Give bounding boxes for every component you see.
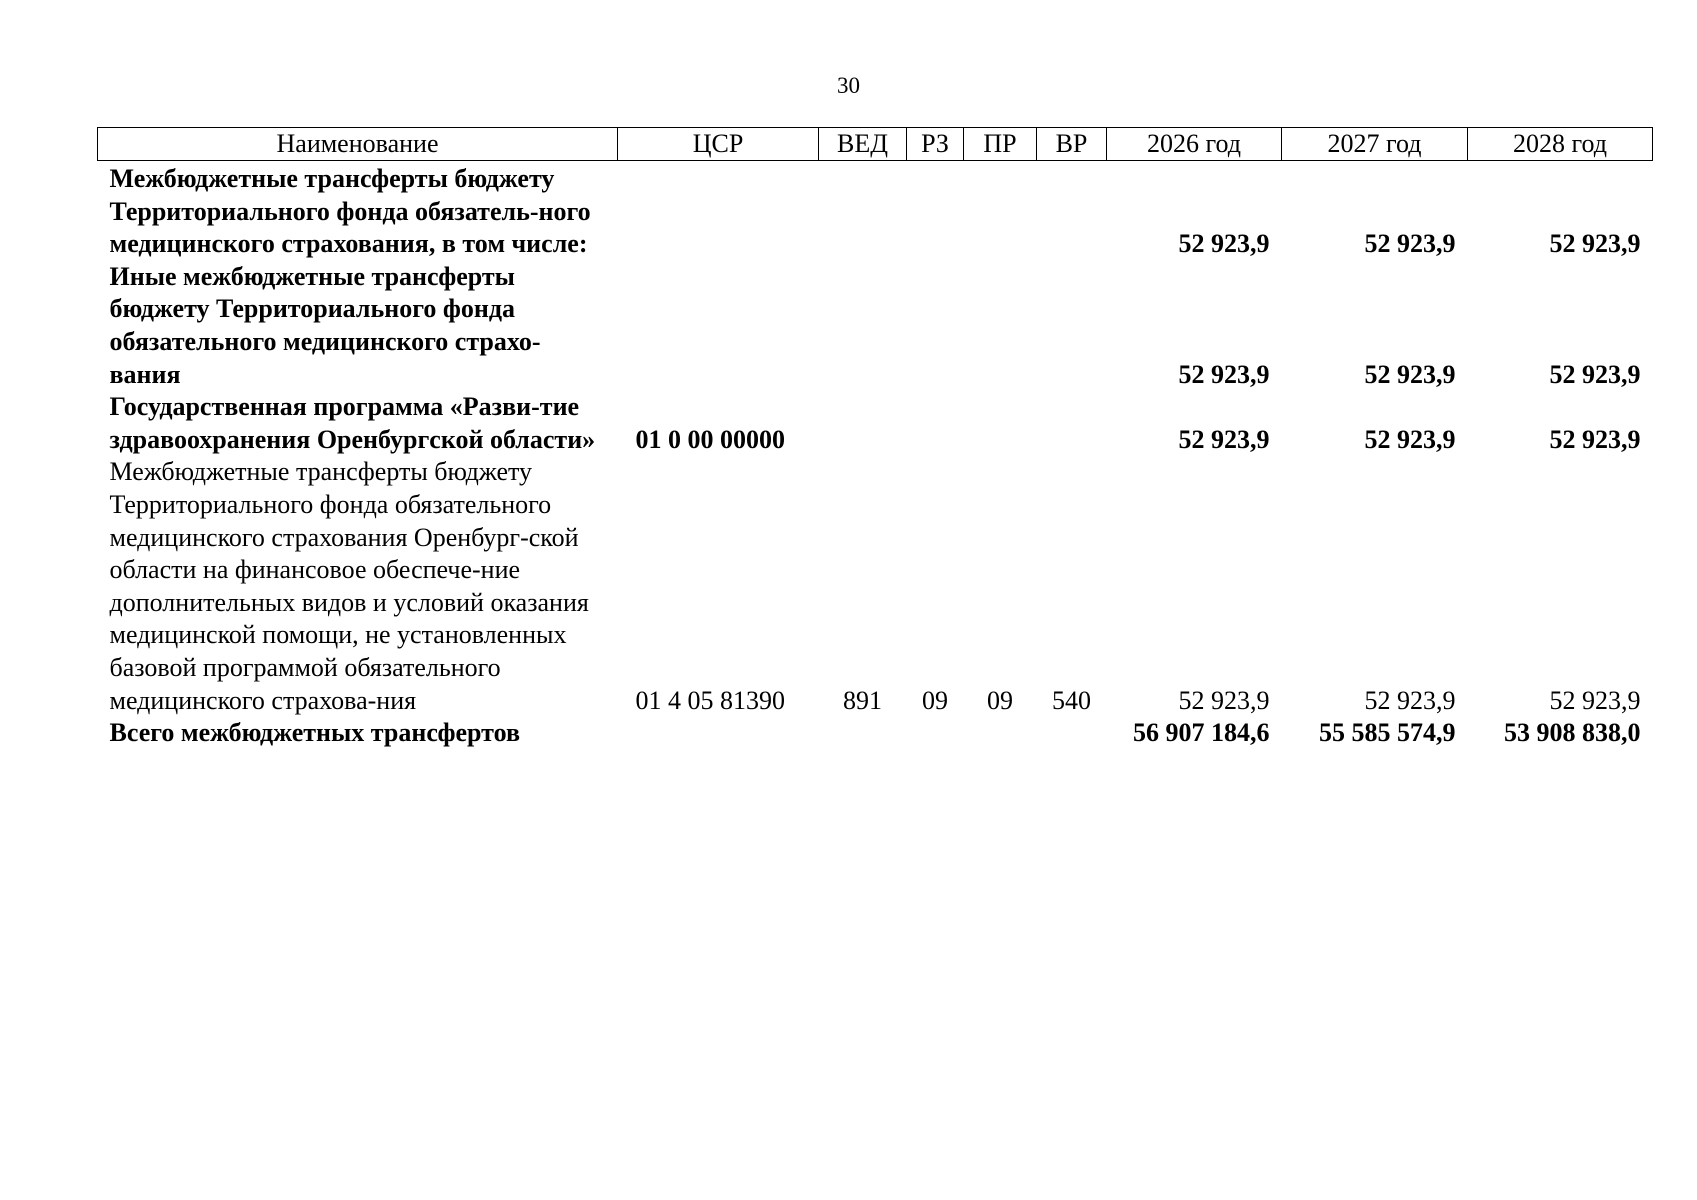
row-value-2027: 52 923,9: [1364, 424, 1456, 454]
row-rz: [907, 717, 964, 750]
row-ved: [819, 261, 907, 391]
row-value-2028: 53 908 838,0: [1504, 718, 1641, 748]
row-value-2028: 52 923,9: [1549, 229, 1641, 259]
header-rz: РЗ: [907, 128, 964, 161]
row-value-2028: 52 923,9: [1549, 424, 1641, 454]
table-row: [98, 456, 1653, 717]
table-row: [98, 161, 1653, 261]
row-value-2026: 56 907 184,6: [1133, 718, 1270, 748]
table-row: [98, 261, 1653, 391]
row-name: Всего межбюджетных трансфертов: [109, 718, 520, 748]
header-pr: ПР: [964, 128, 1037, 161]
row-value-2028: 52 923,9: [1549, 685, 1641, 715]
table-row-total: [98, 717, 1653, 750]
row-name: Межбюджетные трансферты бюджету Территориального фонда обязательного медицинского страхования Оренбург-ской области на финансовое обеспече-ние дополнительных видов и условий оказания медицинской помощи, не установленных базовой программой обязательного медицинского страхова-ния: [109, 457, 589, 715]
header-ved: ВЕД: [819, 128, 907, 161]
row-value-2026: 52 923,9: [1178, 359, 1270, 389]
row-csr: 01 0 00 00000: [635, 424, 785, 454]
header-vr: ВР: [1037, 128, 1107, 161]
row-csr: 01 4 05 81390: [635, 685, 785, 715]
row-ved: [819, 391, 907, 456]
row-vr: [1037, 391, 1107, 456]
row-value-2027: 52 923,9: [1364, 685, 1456, 715]
header-2027: 2027 год: [1282, 128, 1468, 161]
row-csr: [618, 161, 819, 261]
row-value-2027: 52 923,9: [1364, 229, 1456, 259]
table-header-row: [98, 128, 1653, 161]
row-value-2026: 52 923,9: [1178, 424, 1270, 454]
row-vr: [1037, 161, 1107, 261]
row-value-2026: 52 923,9: [1178, 229, 1270, 259]
row-ved: [819, 717, 907, 750]
header-2028: 2028 год: [1468, 128, 1653, 161]
row-rz: [907, 391, 964, 456]
row-value-2026: 52 923,9: [1178, 685, 1270, 715]
header-csr: ЦСР: [618, 128, 819, 161]
row-rz: [907, 261, 964, 391]
row-value-2027: 55 585 574,9: [1319, 718, 1456, 748]
header-name: Наименование: [98, 128, 618, 161]
row-pr: [964, 161, 1037, 261]
row-value-2027: 52 923,9: [1364, 359, 1456, 389]
row-ved: [819, 161, 907, 261]
budget-table: [97, 127, 1653, 750]
table-row: [98, 391, 1653, 456]
row-csr: [618, 717, 819, 750]
row-rz: [907, 161, 964, 261]
row-value-2028: 52 923,9: [1549, 359, 1641, 389]
row-name: Государственная программа «Разви-тие здравоохранения Оренбургской области»: [109, 392, 596, 454]
row-pr: [964, 261, 1037, 391]
row-vr: 540: [1052, 685, 1091, 715]
row-pr: [964, 391, 1037, 456]
header-2026: 2026 год: [1107, 128, 1282, 161]
row-vr: [1037, 717, 1107, 750]
row-name: Межбюджетные трансферты бюджету Территориального фонда обязатель-ного медицинского страхования, в том числе:: [109, 164, 591, 259]
row-rz: 09: [922, 685, 948, 715]
row-name: Иные межбюджетные трансферты бюджету Территориального фонда обязательного медицинского страхо-вания: [109, 261, 541, 389]
row-ved: 891: [843, 685, 882, 715]
row-pr: 09: [987, 685, 1013, 715]
row-vr: [1037, 261, 1107, 391]
row-pr: [964, 717, 1037, 750]
row-csr: [618, 261, 819, 391]
page-number: 30: [837, 73, 860, 98]
